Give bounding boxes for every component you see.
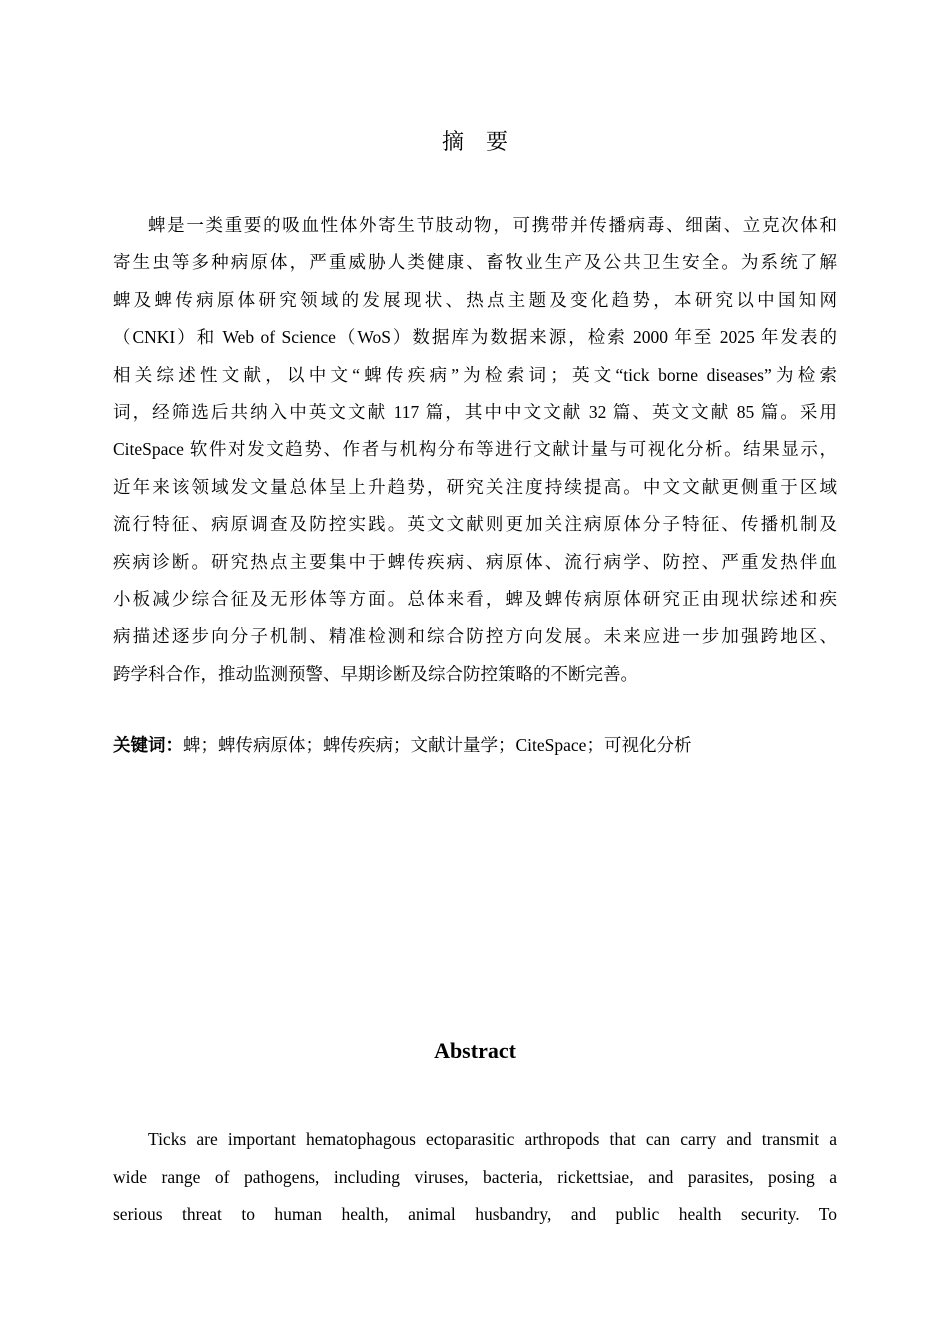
abstract-line: 蜱及蜱传病原体研究领域的发展现状、热点主题及变化趋势，本研究以中国知网: [113, 289, 837, 310]
abstract-line: 蜱是一类重要的吸血性体外寄生节肢动物，可携带并传播病毒、细菌、立克次体和: [148, 215, 837, 235]
abstract-line: wide range of pathogens, including viruses, bacteria, rickettsiae, and parasites, posing a: [113, 1166, 837, 1187]
abstract-line: CiteSpace 软件对发文趋势、作者与机构分布等进行文献计量与可视化分析。结果显示，: [113, 439, 837, 460]
abstract-line: serious threat to human health, animal husbandry, and public health security. To: [113, 1204, 837, 1224]
abstract-line: 词，经筛选后共纳入中英文文献 117 篇，其中中文文献 32 篇、英文文献 85 篇。采用: [113, 401, 837, 422]
abstract-line: 疾病诊断。研究热点主要集中于蜱传疾病、病原体、流行病学、防控、严重发热伴血: [113, 551, 837, 572]
keywords: [113, 727, 691, 764]
abstract-line: Ticks are important hematophagous ectoparasitic arthropods that can carry and transmit a: [148, 1129, 837, 1149]
abstract-line: 寄生虫等多种病原体，严重威胁人类健康、畜牧业生产及公共卫生安全。为系统了解: [113, 252, 837, 273]
abstract-line: 小板减少综合征及无形体等方面。总体来看，蜱及蜱传病原体研究正由现状综述和疾: [113, 588, 837, 609]
english-abstract-body: [113, 1121, 837, 1234]
chinese-abstract-title: 摘 要: [441, 129, 508, 154]
keywords-label: 关键词：: [113, 735, 183, 755]
english-abstract-title: Abstract: [434, 1038, 516, 1063]
abstract-line: 病描述逐步向分子机制、精准检测和综合防控方向发展。未来应进一步加强跨地区、: [113, 626, 837, 647]
chinese-abstract-body: [113, 207, 837, 693]
keywords-list: 蜱；蜱传病原体；蜱传疾病；文献计量学；CiteSpace；可视化分析: [183, 735, 692, 755]
abstract-line: 近年来该领域发文量总体呈上升趋势，研究关注度持续提高。中文文献更侧重于区域: [113, 476, 837, 497]
abstract-line: 流行特征、病原调查及防控实践。英文文献则更加关注病原体分子特征、传播机制及: [113, 514, 837, 535]
abstract-line: 跨学科合作，推动监测预警、早期诊断及综合防控策略的不断完善。: [113, 663, 638, 684]
abstract-line: 相关综述性文献，以中文“蜱传疾病”为检索词；英文“tick borne diseases”为检索: [113, 364, 837, 385]
abstract-line: （CNKI）和 Web of Science（WoS）数据库为数据来源，检索 2000 年至 2025 年发表的: [113, 327, 837, 348]
